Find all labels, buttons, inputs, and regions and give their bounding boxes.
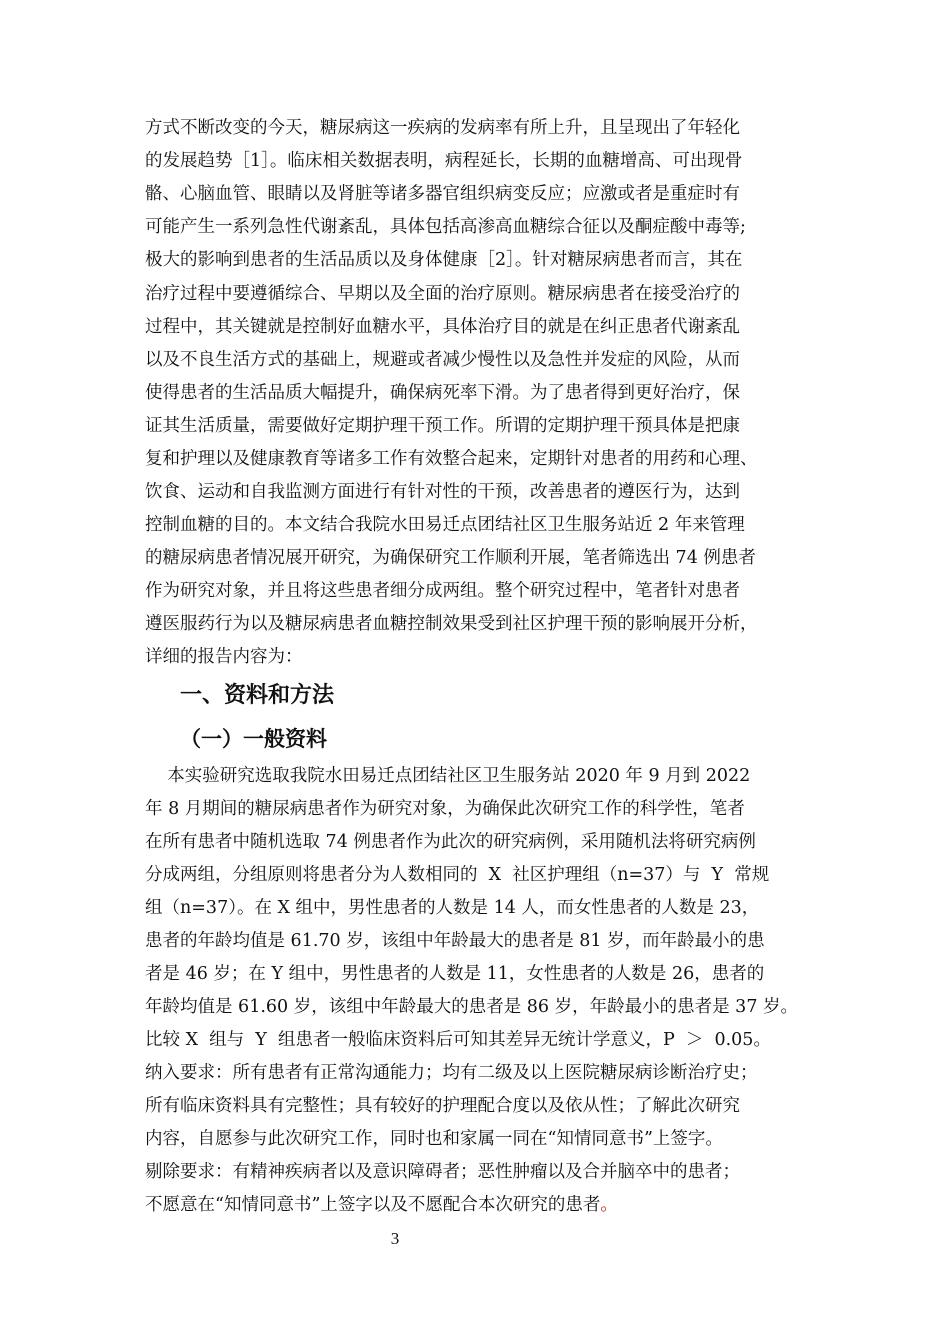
text-line: 遵医服药行为以及糖尿病患者血糖控制效果受到社区护理干预的影响展开分析， bbox=[145, 614, 758, 634]
text-line: 证其生活质量，需要做好定期护理干预工作。所谓的定期护理干预具体是把康 bbox=[145, 416, 740, 436]
text-line: 过程中，其关键就是控制好血糖水平，具体治疗目的就是在纠正患者代谢紊乱 bbox=[145, 317, 740, 337]
section-heading: 一、资料和方法 bbox=[180, 683, 335, 708]
text-line: 复和护理以及健康教育等诸多工作有效整合起来，定期针对患者的用药和心理、 bbox=[145, 449, 758, 469]
text-line: 比较 X 组与 Y 组患者一般临床资料后可知其差异无统计学意义，P ＞ 0.05。 bbox=[145, 1030, 771, 1050]
text-line-last bbox=[145, 1194, 618, 1216]
text-line: 饮食、运动和自我监测方面进行有针对性的干预，改善患者的遵医行为，达到 bbox=[145, 482, 740, 502]
page-number: 3 bbox=[390, 1229, 400, 1248]
text-line: 极大的影响到患者的生活品质以及身体健康［2］。针对糖尿病患者而言，其在 bbox=[145, 250, 743, 270]
text-line: 分成两组，分组原则将患者分为人数相同的 X 社区护理组（n=37）与 Y 常规 bbox=[145, 865, 770, 885]
text-line: 内容，自愿参与此次研究工作，同时也和家属一同在“知情同意书”上签字。 bbox=[145, 1129, 723, 1149]
text-line: 治疗过程中要遵循综合、早期以及全面的治疗原则。糖尿病患者在接受治疗的 bbox=[145, 284, 740, 304]
text-line: 的糖尿病患者情况展开研究，为确保研究工作顺利开展，笔者筛选出 74 例患者 bbox=[145, 548, 756, 568]
text-line: 纳入要求：所有患者有正常沟通能力；均有二级及以上医院糖尿病诊断治疗史； bbox=[145, 1063, 758, 1083]
text-line: 在所有患者中随机选取 74 例患者作为此次的研究病例，采用随机法将研究病例 bbox=[145, 832, 756, 852]
text-line: 患者的年龄均值是 61.70 岁，该组中年龄最大的患者是 81 岁，而年龄最小的患 bbox=[145, 931, 765, 951]
text-line: 所有临床资料具有完整性；具有较好的护理配合度以及依从性；了解此次研究 bbox=[145, 1096, 740, 1116]
text-line: 骼、心脑血管、眼睛以及肾脏等诸多器官组织病变反应；应激或者是重症时有 bbox=[145, 184, 740, 204]
text-line: 的发展趋势［1］。临床相关数据表明，病程延长，长期的血糖增高、可出现骨 bbox=[145, 151, 743, 171]
text-line: 方式不断改变的今天，糖尿病这一疾病的发病率有所上升，且呈现出了年轻化 bbox=[145, 118, 740, 138]
text-line: 年 8 月期间的糖尿病患者作为研究对象，为确保此次研究工作的科学性，笔者 bbox=[145, 799, 745, 819]
text-line-content: 不愿意在“知情同意书”上签字以及不愿配合本次研究的患者 bbox=[145, 1195, 601, 1215]
text-line: 剔除要求：有精神疾病者以及意识障碍者；恶性肿瘤以及合并脑卒中的患者； bbox=[145, 1162, 740, 1182]
red-period: 。 bbox=[600, 1195, 618, 1215]
text-line: 本实验研究选取我院水田易迁点团结社区卫生服务站 2020 年 9 月到 2022 bbox=[145, 766, 751, 786]
text-line: 者是 46 岁；在 Y 组中，男性患者的人数是 11，女性患者的人数是 26，患者的 bbox=[145, 964, 765, 984]
text-line: 组（n=37）。在 X 组中，男性患者的人数是 14 人，而女性患者的人数是 23， bbox=[145, 898, 760, 918]
text-line: 以及不良生活方式的基础上，规避或者减少慢性以及急性并发症的风险，从而 bbox=[145, 350, 740, 370]
subsection-heading: （一）一般资料 bbox=[180, 727, 327, 751]
text-line: 控制血糖的目的。本文结合我院水田易迁点团结社区卫生服务站近 2 年来管理 bbox=[145, 515, 745, 535]
text-line: 作为研究对象，并且将这些患者细分成两组。整个研究过程中，笔者针对患者 bbox=[145, 581, 740, 601]
text-line: 使得患者的生活品质大幅提升，确保病死率下滑。为了患者得到更好治疗，保 bbox=[145, 383, 740, 403]
text-line: 年龄均值是 61.60 岁，该组中年龄最大的患者是 86 岁，年龄最小的患者是 37 岁。 bbox=[145, 997, 799, 1017]
text-line: 详细的报告内容为： bbox=[145, 647, 303, 667]
text-line: 可能产生一系列急性代谢紊乱，具体包括高渗高血糖综合征以及酮症酸中毒等; bbox=[145, 217, 746, 237]
